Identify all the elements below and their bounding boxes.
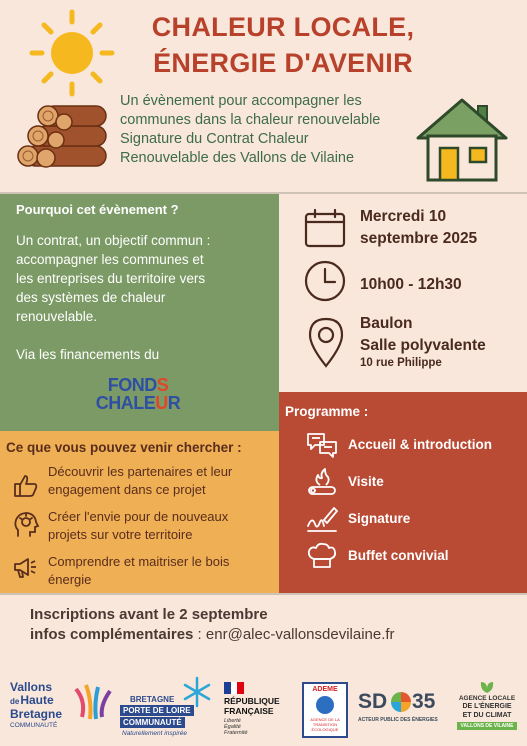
chaleur-text-a: CHALE <box>95 393 156 413</box>
benefit-2-line-1: Créer l'envie pour de nouveaux <box>48 509 229 524</box>
registration-info <box>30 626 395 643</box>
vallons-line-2: Haute <box>20 693 54 707</box>
program-item-2: Visite <box>348 474 384 489</box>
vallons-line-3: Bretagne <box>10 707 63 721</box>
thumbs-up-icon <box>12 472 40 500</box>
ademe-logo <box>302 682 348 738</box>
sde-mark-icon <box>391 692 411 712</box>
event-place-line-1: Baulon <box>360 315 413 332</box>
calendar-icon <box>303 207 347 249</box>
snowflake-mark-icon <box>182 676 212 708</box>
why-title: Pourquoi cet évènement ? <box>16 202 179 217</box>
why-line-1: Un contrat, un objectif commun : <box>16 233 211 248</box>
contact-email[interactable]: enr@alec-vallonsdevilaine.fr <box>205 626 395 643</box>
bpl-line-3: COMMUNAUTÉ <box>120 717 185 728</box>
rf-line-2: FRANÇAISE <box>224 706 274 716</box>
fonds-text-b: S <box>156 375 169 395</box>
why-line-2: accompagner les communes et <box>16 252 204 267</box>
rf-motto-1: Liberté <box>224 718 241 724</box>
sde-subtitle: ACTEUR PUBLIC DES ÉNERGIES <box>358 717 438 723</box>
benefit-1-line-2: engagement dans ce projet <box>48 482 206 497</box>
vallons-de: de <box>10 697 20 706</box>
chat-bubbles-icon <box>306 430 338 460</box>
alec-line-4: VALLONS DE VILAINE <box>457 722 517 730</box>
why-line-4: des systèmes de chaleur <box>16 290 166 305</box>
program-item-4: Buffet convivial <box>348 548 449 563</box>
ademe-globe-icon <box>316 696 334 714</box>
event-address: 10 rue Philippe <box>360 357 442 369</box>
title-line-1: CHALEUR LOCALE, <box>151 12 415 42</box>
vallons-mark-icon <box>72 683 114 723</box>
sun-icon <box>14 8 118 98</box>
bpl-line-2: PORTE DE LOIRE <box>120 705 194 716</box>
ademe-line-2: AGENCE DE LA <box>310 717 340 722</box>
firewood-logs-icon <box>12 100 112 172</box>
program-item-1: Accueil & introduction <box>348 437 493 452</box>
subtitle-line-1: Un évènement pour accompagner les <box>120 93 362 109</box>
event-date-line-1: Mercredi 10 <box>360 208 447 225</box>
program-title: Programme : <box>285 404 369 419</box>
fonds-chaleur-logo <box>88 376 188 412</box>
why-line-5: renouvelable. <box>16 309 98 324</box>
subtitle-line-4: Renouvelable des Vallons de Vilaine <box>120 150 355 166</box>
benefit-3-line-2: énergie <box>48 572 92 587</box>
why-line-3: les entreprises du territoire vers <box>16 271 206 286</box>
republique-francaise-logo <box>224 682 290 738</box>
info-separator: : <box>193 626 206 643</box>
ademe-line-3: TRANSITION <box>312 722 338 727</box>
benefits-title: Ce que vous pouvez venir chercher : <box>6 440 242 455</box>
flag-icon <box>224 682 244 694</box>
rf-motto-2: Égalité <box>224 724 241 730</box>
vallons-haute-bretagne-logo <box>10 681 115 739</box>
benefit-1-line-1: Découvrir les partenaires et leur <box>48 464 233 479</box>
info-label: infos complémentaires <box>30 626 194 643</box>
sde-text-b: 35 <box>412 690 436 713</box>
vallons-line-4: COMMUNAUTÉ <box>10 722 58 729</box>
lightbulb-head-icon <box>12 510 40 538</box>
registration-deadline: Inscriptions avant le 2 septembre <box>30 606 268 623</box>
bpl-line-4: Naturellement inspirée <box>122 730 188 737</box>
chaleur-text-c: R <box>167 393 181 413</box>
vallons-line-1: Vallons <box>10 680 53 694</box>
rf-motto-3: Fraternité <box>224 730 248 736</box>
alec-line-2: DE L'ÉNERGIE <box>462 703 512 710</box>
signature-pen-icon <box>306 504 338 534</box>
location-pin-icon <box>306 316 346 368</box>
sde35-logo <box>358 690 450 730</box>
bpl-line-1: BRETAGNE <box>130 695 175 704</box>
clock-icon <box>303 259 347 303</box>
event-time: 10h00 - 12h30 <box>360 276 462 293</box>
rf-line-1: RÉPUBLIQUE <box>224 696 280 706</box>
fonds-text-a: FOND <box>107 375 157 395</box>
alec-logo <box>456 680 518 738</box>
benefit-2-line-2: projets sur votre territoire <box>48 527 193 542</box>
subtitle-line-3: Signature du Contrat Chaleur <box>120 131 309 147</box>
alec-line-3: ET DU CLIMAT <box>462 712 512 719</box>
chef-hat-icon <box>306 541 338 571</box>
megaphone-icon <box>12 553 40 581</box>
event-place-line-2: Salle polyvalente <box>360 337 486 354</box>
event-date-line-2: septembre 2025 <box>360 230 478 247</box>
chaleur-text-b: U <box>155 393 168 413</box>
sde-text-a: SD <box>358 690 388 713</box>
bretagne-porte-de-loire-logo <box>120 676 212 738</box>
benefit-3-line-1: Comprendre et maitriser le bois <box>48 554 230 569</box>
house-icon <box>416 96 508 186</box>
section-divider-bottom <box>0 593 527 595</box>
program-item-3: Signature <box>348 511 411 526</box>
alec-line-1: AGENCE LOCALE <box>458 695 516 702</box>
leaf-icon <box>478 680 496 694</box>
subtitle-line-2: communes dans la chaleur renouvelable <box>120 112 381 128</box>
ademe-line-1: ADEME <box>312 686 338 693</box>
ademe-line-4: ÉCOLOGIQUE <box>311 727 339 732</box>
wood-fire-icon <box>306 467 338 497</box>
title-line-2: ÉNERGIE D'AVENIR <box>153 48 413 78</box>
funding-label: Via les financements du <box>16 347 160 362</box>
